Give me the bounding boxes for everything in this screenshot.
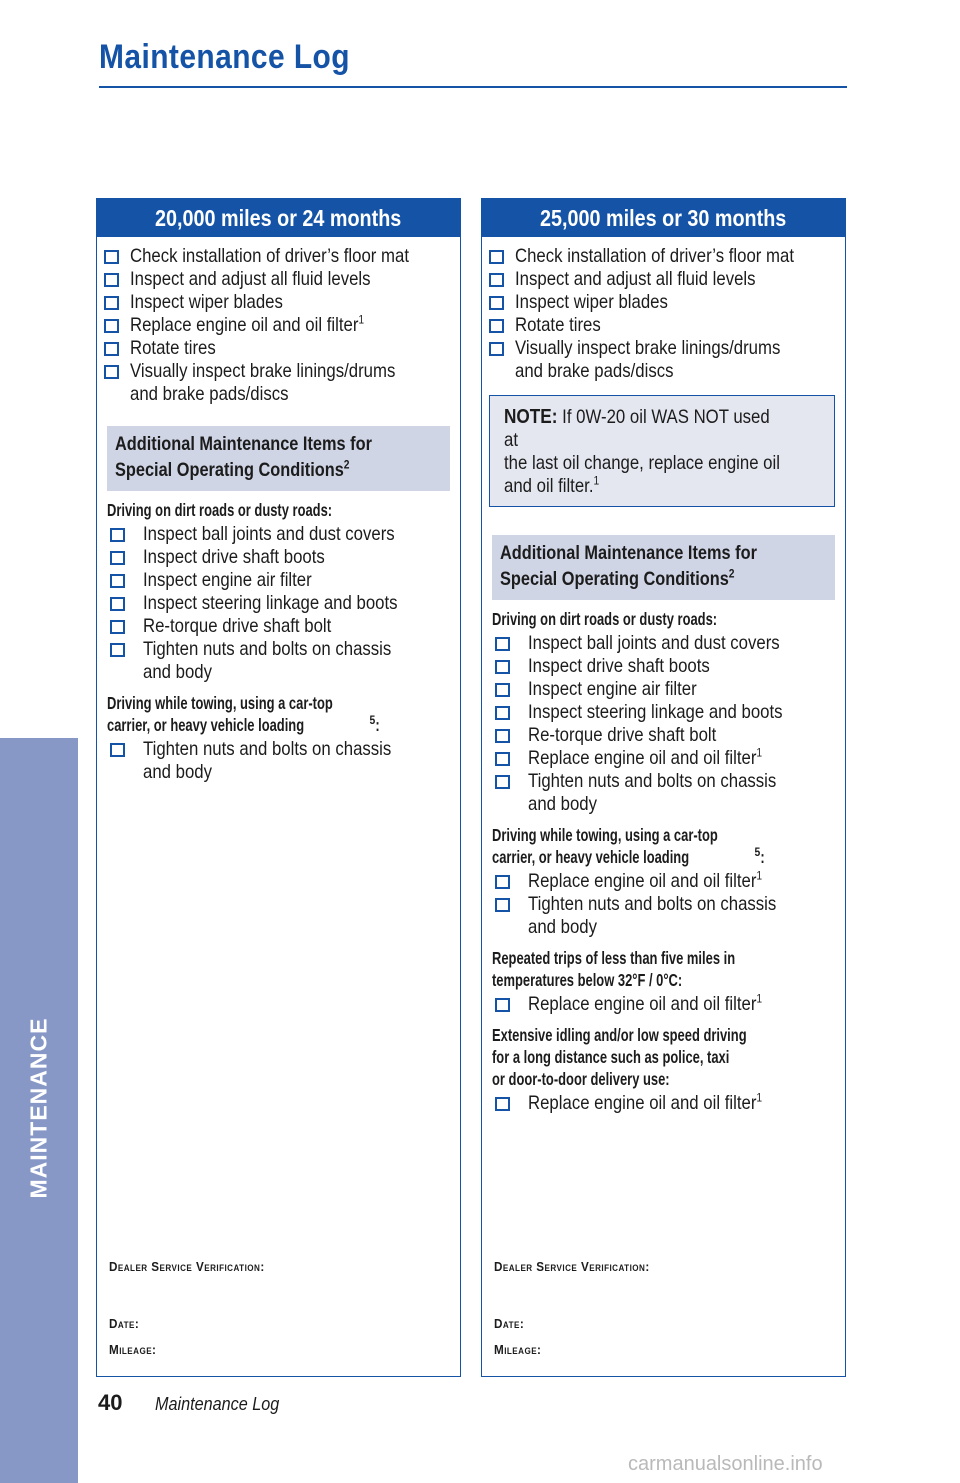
checklist-item: Check installation of driver’s floor mat xyxy=(489,245,845,268)
condition-checklist xyxy=(482,991,845,1016)
checklist-item: Tighten nuts and bolts on chassis and body xyxy=(492,770,845,816)
checklist-item: Inspect engine air filter xyxy=(492,678,845,701)
schedule-column-25000 xyxy=(481,198,846,1377)
checklist-item: Tighten nuts and bolts on chassis and body xyxy=(107,638,460,684)
condition-checklist xyxy=(97,736,460,784)
checkbox[interactable] xyxy=(489,296,504,310)
checkbox[interactable] xyxy=(489,319,504,333)
checklist-item: Inspect steering linkage and boots xyxy=(492,701,845,724)
checkbox[interactable] xyxy=(489,250,504,264)
checkbox[interactable] xyxy=(489,273,504,287)
checklist-item: Inspect ball joints and dust covers xyxy=(492,632,845,655)
footer-section-label: Maintenance Log xyxy=(155,1394,280,1414)
checklist-item: Re-torque drive shaft bolt xyxy=(107,615,460,638)
checkbox[interactable] xyxy=(110,551,125,565)
checklist-item: Tighten nuts and bolts on chassis and body xyxy=(492,893,845,939)
condition-heading: Driving on dirt roads or dusty roads: xyxy=(107,500,333,520)
condition-heading: Repeated trips of less than five miles in temperatures below 32°F / 0°C: xyxy=(492,948,736,990)
watermark: carmanualsonline.info xyxy=(628,1453,823,1475)
special-conditions-title: Additional Maintenance Items for Special Operating Conditions$^2$ xyxy=(115,434,372,481)
checkbox[interactable] xyxy=(110,574,125,588)
checkbox[interactable] xyxy=(110,643,125,657)
page-title: Maintenance Log xyxy=(99,38,350,76)
page-number: 40 xyxy=(98,1390,123,1415)
oil-note-box: NOTE: If 0W-20 oil WAS NOT used at the last oil change, replace engine oil and oil filter.$^1$ xyxy=(489,395,835,507)
checklist-item: Replace engine oil and oil filter$^1$ xyxy=(492,993,845,1016)
checklist-item: Inspect wiper blades xyxy=(489,291,845,314)
special-conditions-header xyxy=(492,535,835,600)
checklist-item: Inspect engine air filter xyxy=(107,569,460,592)
note-text: If 0W-20 oil WAS NOT used at the last oil change, replace engine oil and oil filter. xyxy=(504,406,780,497)
condition-checklist xyxy=(482,868,845,939)
checkbox[interactable] xyxy=(489,342,504,356)
checkbox[interactable] xyxy=(495,683,510,697)
condition-checklist xyxy=(482,1090,845,1115)
column-header: 25,000 miles or 30 months xyxy=(482,199,845,237)
special-conditions-header xyxy=(107,426,450,491)
checklist xyxy=(97,237,460,406)
condition-heading: Driving on dirt roads or dusty roads: xyxy=(492,609,718,629)
condition-checklist xyxy=(482,630,845,816)
checklist-item: Replace engine oil and oil filter$^1$ xyxy=(492,870,845,893)
checklist-item: Check installation of driver’s floor mat xyxy=(104,245,460,268)
checklist-item: Inspect steering linkage and boots xyxy=(107,592,460,615)
date-label: Date: xyxy=(109,1316,140,1331)
column-header: 20,000 miles or 24 months xyxy=(97,199,460,237)
conditions xyxy=(97,491,460,784)
schedule-column-20000 xyxy=(96,198,461,1377)
checkbox[interactable] xyxy=(495,898,510,912)
conditions xyxy=(482,600,845,1115)
checklist-item: Inspect drive shaft boots xyxy=(492,655,845,678)
special-conditions-title: Additional Maintenance Items for Special Operating Conditions$^2$ xyxy=(500,543,757,590)
condition-heading: Driving while towing, using a car-top carrier, or heavy vehicle loading $^5$: xyxy=(107,693,380,735)
checklist-item: Visually inspect brake linings/drums and brake pads/discs xyxy=(104,360,460,406)
checklist-item: Inspect drive shaft boots xyxy=(107,546,460,569)
checkbox[interactable] xyxy=(495,998,510,1012)
checkbox[interactable] xyxy=(104,365,119,379)
note-label: NOTE: xyxy=(504,406,558,428)
checklist-item: Replace engine oil and oil filter$^1$ xyxy=(492,1092,845,1115)
checklist-item: Replace engine oil and oil filter$^1$ xyxy=(492,747,845,770)
mileage-label: Mileage: xyxy=(109,1342,157,1357)
checklist-item: Rotate tires xyxy=(104,337,460,360)
checkbox[interactable] xyxy=(495,637,510,651)
checklist-item: Inspect ball joints and dust covers xyxy=(107,523,460,546)
checkbox[interactable] xyxy=(110,597,125,611)
checkbox[interactable] xyxy=(110,743,125,757)
checklist-item: Rotate tires xyxy=(489,314,845,337)
checklist-item: Replace engine oil and oil filter$^1$ xyxy=(104,314,460,337)
checkbox[interactable] xyxy=(110,620,125,634)
checklist-item: Inspect and adjust all fluid levels xyxy=(489,268,845,291)
checkbox[interactable] xyxy=(495,660,510,674)
checkbox[interactable] xyxy=(104,319,119,333)
checkbox[interactable] xyxy=(495,752,510,766)
condition-heading: Driving while towing, using a car-top carrier, or heavy vehicle loading $^5$: xyxy=(492,825,765,867)
date-label: Date: xyxy=(494,1316,525,1331)
checkbox[interactable] xyxy=(495,875,510,889)
condition-heading: Extensive idling and/or low speed driving for a long distance such as police, taxi or door-to-door delivery use: xyxy=(492,1025,747,1089)
checklist-item: Inspect and adjust all fluid levels xyxy=(104,268,460,291)
checklist-item: Visually inspect brake linings/drums and brake pads/discs xyxy=(489,337,845,383)
checklist-item: Re-torque drive shaft bolt xyxy=(492,724,845,747)
title-divider xyxy=(99,86,847,88)
checkbox[interactable] xyxy=(104,273,119,287)
checkbox[interactable] xyxy=(495,775,510,789)
checklist-item: Inspect wiper blades xyxy=(104,291,460,314)
checkbox[interactable] xyxy=(104,342,119,356)
checklist xyxy=(482,237,845,383)
checkbox[interactable] xyxy=(495,706,510,720)
checkbox[interactable] xyxy=(110,528,125,542)
side-tab-label: MAINTENANCE xyxy=(25,1017,52,1199)
checkbox[interactable] xyxy=(495,729,510,743)
dealer-service-verification-label: Dealer Service Verification: xyxy=(109,1259,265,1274)
checkbox[interactable] xyxy=(104,250,119,264)
condition-checklist xyxy=(97,521,460,684)
checklist-item: Tighten nuts and bolts on chassis and body xyxy=(107,738,460,784)
checkbox[interactable] xyxy=(495,1097,510,1111)
checkbox[interactable] xyxy=(104,296,119,310)
mileage-label: Mileage: xyxy=(494,1342,542,1357)
dealer-service-verification-label: Dealer Service Verification: xyxy=(494,1259,650,1274)
